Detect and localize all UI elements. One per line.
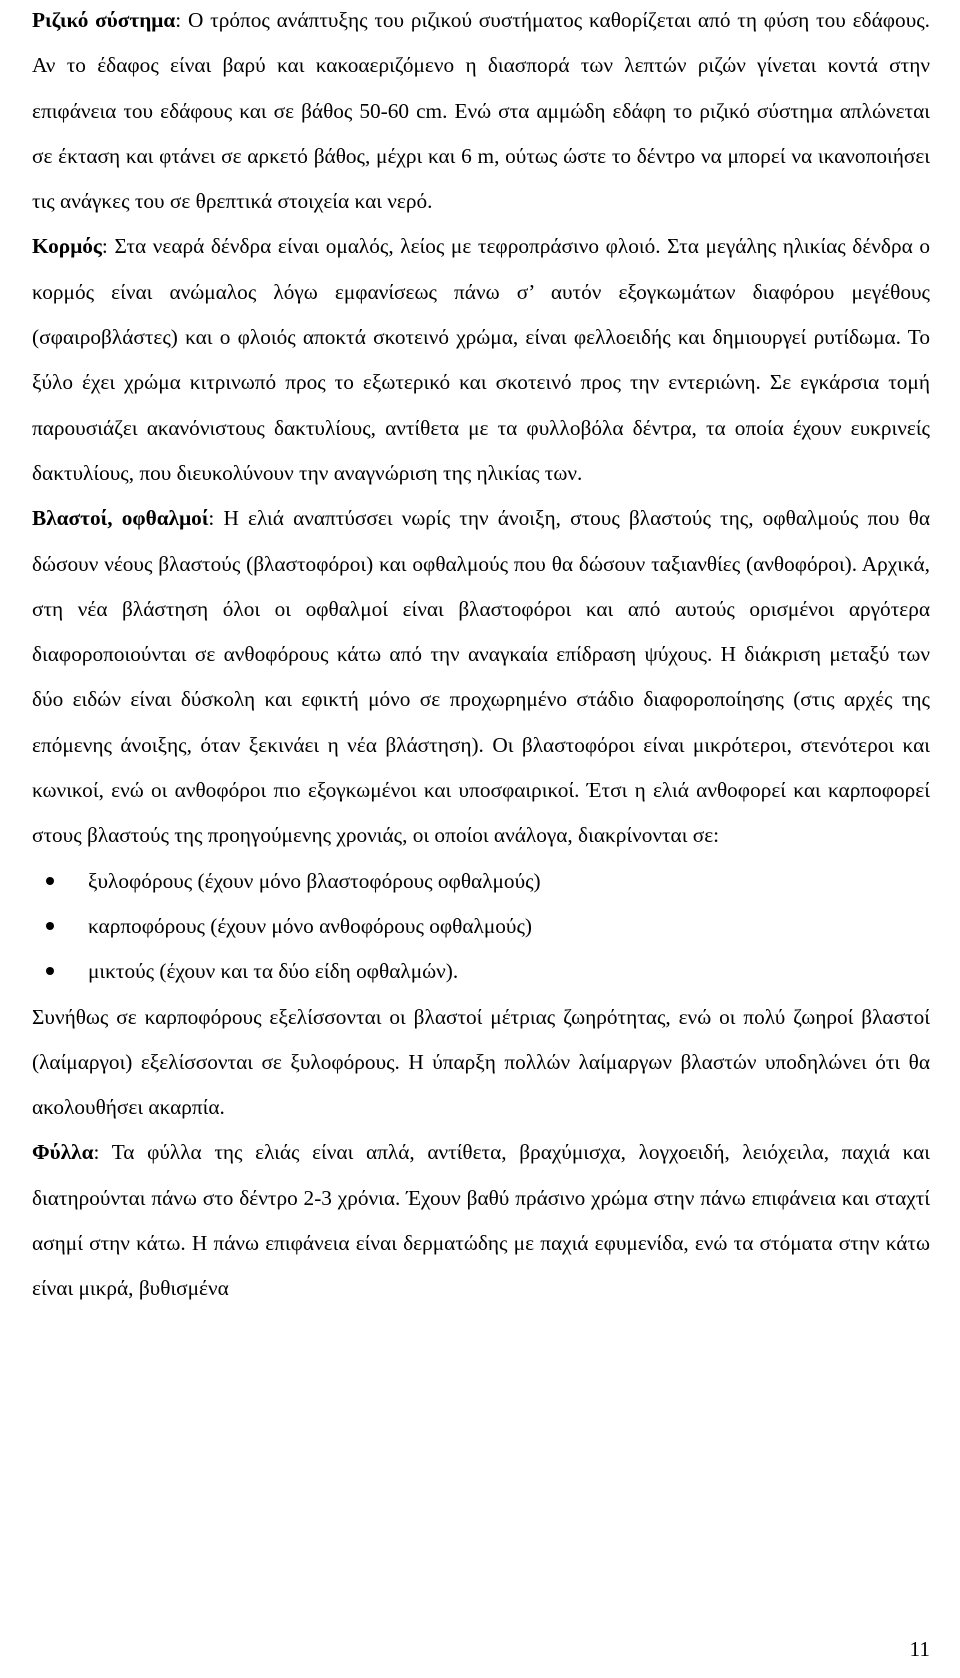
paragraph-shoots [32,496,930,858]
paragraph-fruiting [32,995,930,1131]
paragraph-root-system [32,0,930,224]
heading-root-system: Ριζικό σύστημα [32,8,176,32]
document-page [32,0,930,1312]
text-trunk: : Στα νεαρά δένδρα είναι ομαλός, λείος με τεφροπράσινο φλοιό. Στα μεγάλης ηλικίας δένδρα ο κορμός είναι ανώμαλος λόγω εμφανίσεως πάνω σ’ αυτόν εξογκωμάτων διαφόρου μεγέθους (σφαιροβλάστες) και ο φλοιός αποκτά σκοτεινό χρώμα, είναι φελλοειδής και δημιουργεί ρυτίδωμα. Το ξύλο έχει χρώμα κιτρινωπό προς το εξωτερικό και σκοτεινό προς την εντεριώνη. Σε εγκάρσια τομή παρουσιάζει ακανόνιστους δακτυλίους, αντίθετα με τα φυλλοβόλα δέντρα, τα οποία έχουν ευκρινείς δακτυλίους, που διευκολύνουν την αναγνώριση της ηλικίας των. [32,234,930,485]
paragraph-trunk [32,224,930,496]
list-item-text: καρποφόρους (έχουν μόνο ανθοφόρους οφθαλμούς) [88,913,533,938]
heading-leaves: Φύλλα [32,1140,94,1165]
list-item-text: ξυλοφόρους (έχουν μόνο βλαστοφόρους οφθαλμούς) [88,868,541,893]
page-number: 11 [909,1637,930,1661]
list-item [32,949,930,994]
text-leaves: : Τα φύλλα της ελιάς είναι απλά, αντίθετα, βραχύμισχα, λογχοειδή, λειόχειλα, παχιά και διατηρούνται πάνω στο δέντρο 2-3 χρόνια. Έχουν βαθύ πράσινο χρώμα στην πάνω επιφάνεια και σταχτί ασημί στην κάτω. Η πάνω επιφάνεια είναι δερματώδης με παχιά εφυμενίδα, ενώ τα στόματα στην κάτω είναι μικρά, βυθισμένα [32,1140,930,1301]
shoot-types-list [32,859,930,995]
bullet-icon [46,877,54,885]
list-item [32,904,930,949]
heading-shoots: Βλαστοί, οφθαλμοί [32,506,209,531]
bullet-icon [46,967,54,975]
text-shoots: : Η ελιά αναπτύσσει νωρίς την άνοιξη, στους βλαστούς της, οφθαλμούς που θα δώσουν νέους βλαστούς (βλαστοφόροι) και οφθαλμούς που θα δώσουν ταξιανθίες (ανθοφόροι). Αρχικά, στη νέα βλάστηση όλοι οι οφθαλμοί είναι βλαστοφόροι και από αυτούς ορισμένοι αργότερα διαφοροποιούνται σε ανθοφόρους κάτω από την αναγκαία επίδραση ψύχους. Η διάκριση μεταξύ των δύο ειδών είναι δύσκολη και εφικτή μόνο σε προχωρημένο στάδιο διαφοροποίησης (στις αρχές της επόμενης άνοιξης, όταν ξεκινάει η νέα βλάστηση). Οι βλαστοφόροι είναι μικρότεροι, στενότεροι και κωνικοί, ενώ οι ανθοφόροι πιο εξογκωμένοι και υποσφαιρικοί. Έτσι η ελιά ανθοφορεί και καρποφορεί στους βλαστούς της προηγούμενης χρονιάς, οι οποίοι ανάλογα, διακρίνονται σε: [32,506,930,848]
text-fruiting: Συνήθως σε καρποφόρους εξελίσσονται οι βλαστοί μέτριας ζωηρότητας, ενώ οι πολύ ζωηροί βλαστοί (λαίμαργοι) εξελίσσονται σε ξυλοφόρους. Η ύπαρξη πολλών λαίμαργων βλαστών υποδηλώνει ότι θα ακολουθήσει ακαρπία. [32,1004,930,1120]
paragraph-leaves [32,1130,930,1311]
list-item [32,859,930,904]
list-item-text: μικτούς (έχουν και τα δύο είδη οφθαλμών). [88,959,459,984]
bullet-icon [46,922,54,930]
heading-trunk: Κορμός [32,234,102,259]
text-root-system: : Ο τρόπος ανάπτυξης του ριζικού συστήματος καθορίζεται από τη φύση του εδάφους. Αν το έδαφος είναι βαρύ και κακοαεριζόμενο η διασπορά των λεπτών ριζών γίνεται κοντά στην επιφάνεια του εδάφους και σε βάθος 50-60 cm. Ενώ στα αμμώδη εδάφη το ριζικό σύστημα απλώνεται σε έκταση και φτάνει σε αρκετό βάθος, μέχρι και 6 m, ούτως ώστε το δέντρο να μπορεί να ικανοποιήσει τις ανάγκες του σε θρεπτικά στοιχεία και νερό. [32,8,930,214]
